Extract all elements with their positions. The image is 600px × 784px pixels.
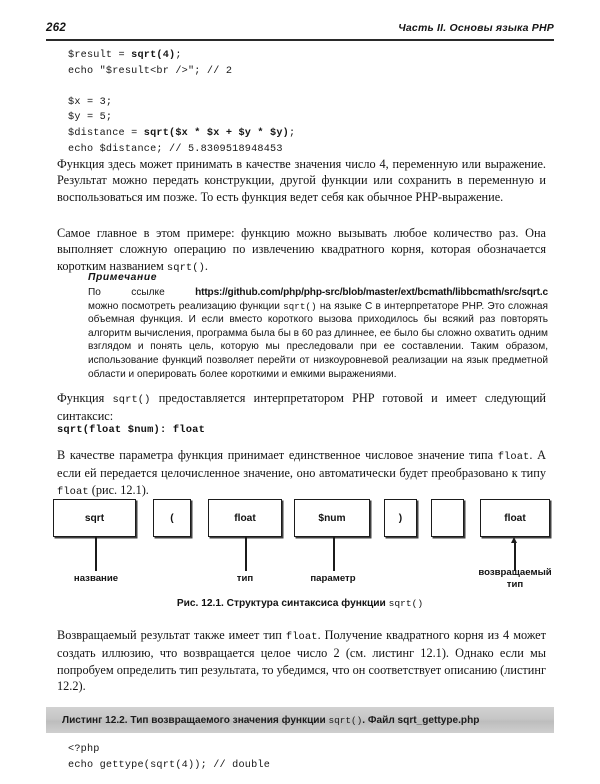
code-block-bottom bbox=[68, 742, 270, 773]
note-block bbox=[88, 272, 548, 381]
diagram-box-label: ( bbox=[170, 512, 174, 524]
diagram-box-label: ) bbox=[398, 512, 403, 524]
function-signature: sqrt(float $num): float bbox=[57, 424, 206, 436]
code-line-4: $x = 3; bbox=[68, 96, 113, 108]
paragraph-text-a: Возвращаемый результат также имеет тип bbox=[57, 628, 286, 642]
diagram-leader-param bbox=[333, 537, 335, 571]
diagram-label-name bbox=[60, 573, 132, 585]
diagram-label-text-line1: возвращаемый bbox=[478, 567, 552, 578]
code-line-6-fn: sqrt($x * $x + $y * $y) bbox=[143, 127, 289, 139]
code-line-6-pre: $distance = bbox=[68, 127, 144, 139]
diagram-box-close-paren bbox=[384, 499, 417, 537]
code-line-6-post: ; bbox=[288, 127, 296, 139]
note-first-line bbox=[88, 286, 548, 300]
diagram-label-param bbox=[297, 573, 369, 585]
header-rule bbox=[46, 39, 554, 41]
code-line-5: $y = 5; bbox=[68, 112, 113, 124]
note-lead-word-2: ссылке bbox=[131, 287, 165, 298]
running-head-title: Часть II. Основы языка PHP bbox=[398, 22, 554, 34]
diagram-label-text-line2: тип bbox=[506, 578, 524, 590]
listing-title-a: Листинг 12.2. Тип возвращаемого значения функции bbox=[62, 714, 329, 726]
paragraph-function-value bbox=[57, 156, 546, 205]
code-line-1-pre: $result = bbox=[68, 50, 132, 61]
inline-code-sqrt: sqrt() bbox=[328, 714, 363, 726]
paragraph-main-point bbox=[57, 225, 546, 276]
diagram-arrowhead-return-type bbox=[511, 537, 517, 543]
inline-code-sqrt: sqrt() bbox=[112, 394, 151, 406]
listing-title bbox=[62, 715, 479, 726]
paragraph-text-a: Функция bbox=[57, 391, 113, 405]
diagram-box-label: $num bbox=[318, 512, 346, 524]
diagram-label-return-type bbox=[470, 567, 560, 590]
diagram-box-label: sqrt bbox=[84, 512, 105, 524]
listing-header-bar bbox=[46, 707, 554, 733]
inline-code-float-1: float bbox=[497, 451, 530, 463]
paragraph-return-type bbox=[57, 627, 546, 694]
paragraph-text-b: . bbox=[204, 258, 208, 273]
diagram-box-return-type bbox=[480, 499, 550, 537]
code-line-7: echo $distance; // 5.8309518948453 bbox=[68, 143, 283, 155]
note-url[interactable]: https://github.com/php/php-src/blob/master/ext/bcmath/libbcmath/src/sqrt.c bbox=[195, 287, 548, 298]
figure-caption bbox=[46, 598, 554, 609]
paragraph-text-b: предоставляется интерпретатором PHP готовой и имеет следующий синтаксис: bbox=[57, 391, 546, 424]
diagram-box-label: float bbox=[234, 512, 256, 524]
diagram-label-text: параметр bbox=[310, 573, 356, 584]
listing-title-b: . Файл sqrt_gettype.php bbox=[362, 714, 480, 726]
inline-code-float: float bbox=[285, 631, 318, 643]
note-body bbox=[88, 286, 548, 381]
code-block-top bbox=[68, 48, 295, 157]
diagram-label-text: название bbox=[73, 573, 119, 584]
diagram-box-type bbox=[208, 499, 282, 537]
paragraph-parameter-type bbox=[57, 447, 546, 500]
diagram-box-open-paren bbox=[153, 499, 191, 537]
page-number: 262 bbox=[46, 22, 67, 34]
paragraph-text-b: . Получение квадратного корня из 4 может создать иллюзию, что возвращается целое число 2 (см. листинг 12.1). Однако если мы попробуем определить тип результата, то убедимся, что он соответствует описанию (листинг 12.2). bbox=[57, 628, 546, 693]
diagram-label-text: тип bbox=[236, 573, 254, 584]
inline-code-float-2: float bbox=[57, 485, 89, 498]
inline-code-sqrt: sqrt() bbox=[283, 300, 317, 312]
diagram-label-type bbox=[220, 573, 270, 585]
note-text-a: можно посмотреть реализацию функции bbox=[88, 300, 284, 312]
paragraph-text-c: (рис. 12.1). bbox=[88, 482, 149, 497]
inline-code-sqrt: sqrt() bbox=[388, 598, 424, 609]
diagram-box-label: float bbox=[504, 512, 526, 524]
paragraph-syntax-intro bbox=[57, 390, 546, 425]
diagram-box-param bbox=[294, 499, 370, 537]
note-text-b: на языке C в интерпретаторе PHP. Это сложная объемная функция. И если вместо короткого вызова приходилось бы всякий раз повторять алгоритм вычисления, программа была бы в 60 раз длиннее, ее было бы сложно охватить одним взглядом и понять цель, которую мы преследовали при ее составлении. Таким образом, использование функций позволяет перейти от низкоуровневой реализации на язык предметной области и оперировать более короткими и емкими выражениями. bbox=[88, 300, 548, 380]
paragraph-text-b: . А если ей передается целочисленное значение, оно автоматически будет преобразовано к типу bbox=[57, 448, 546, 481]
code-line-1-post: ; bbox=[175, 50, 182, 61]
code-line-2: echo "$result<br />"; // 2 bbox=[68, 65, 233, 77]
diagram-leader-type bbox=[245, 537, 247, 571]
paragraph-text: Функция здесь может принимать в качестве значения число 4, переменную или выражение. Результат можно передать конструкции, другой функции или сохранить в переменную и воспользоваться им позже. То есть функция ведет себя как обычное PHP-выражение. bbox=[57, 157, 546, 204]
figure-caption-text: Рис. 12.1. Структура синтаксиса функции bbox=[176, 598, 389, 609]
note-lead-word-1: По bbox=[88, 287, 101, 298]
paragraph-text-a: Самое главное в этом примере: функцию можно вызывать любое количество раз. Она выполняет сложную операцию по извлечению квадратного корня, которая обозначается коротким названием bbox=[57, 226, 546, 273]
paragraph-text-a: В качестве параметра функция принимает единственное числовое значение типа bbox=[57, 448, 498, 462]
diagram-box-name bbox=[53, 499, 136, 537]
inline-code-sqrt: sqrt() bbox=[166, 261, 205, 274]
code-line-2: echo gettype(sqrt(4)); // double bbox=[68, 759, 271, 771]
code-line-1: <?php bbox=[68, 744, 100, 755]
note-title: Примечание bbox=[88, 272, 158, 283]
diagram-box-colon bbox=[431, 499, 464, 537]
code-line-1-fn: sqrt(4) bbox=[131, 50, 176, 61]
diagram-leader-name bbox=[95, 537, 97, 571]
